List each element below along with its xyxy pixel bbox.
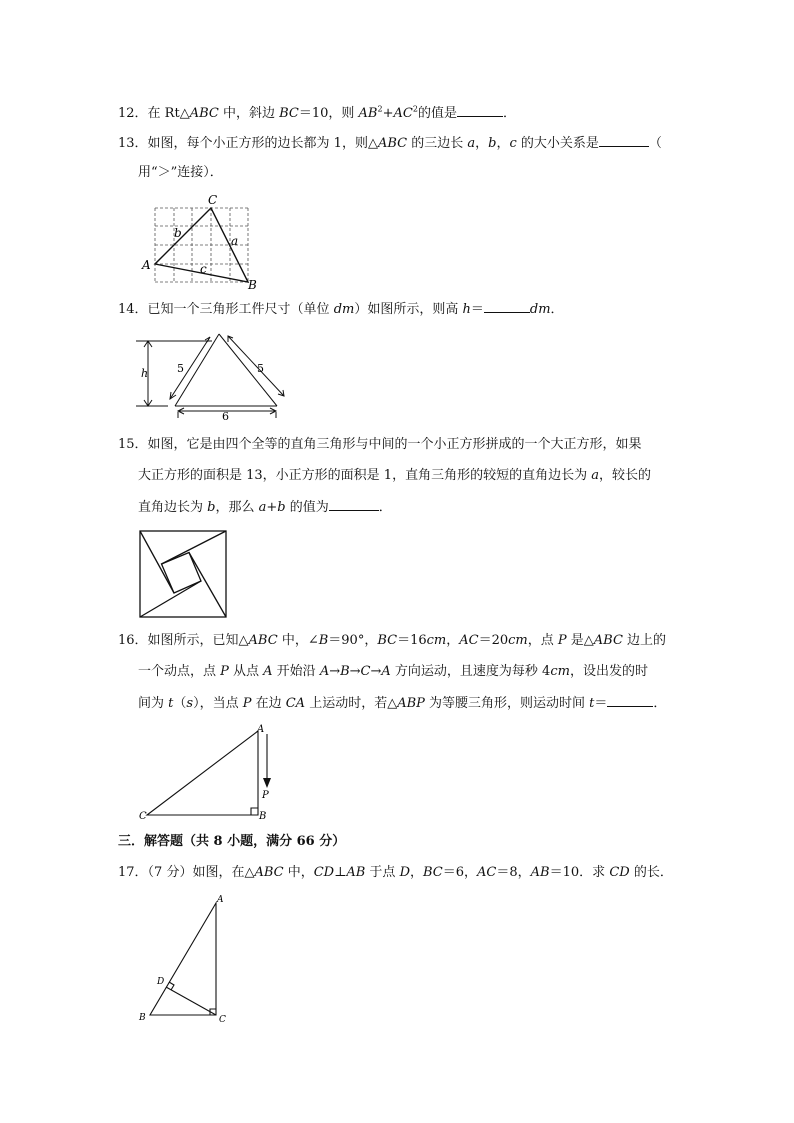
- right-triangle-moving-point-figure: [136, 722, 276, 822]
- side-label-left-5: 5: [177, 362, 184, 375]
- answer-blank[interactable]: [607, 694, 653, 707]
- question-16-line-2: 一个动点，点 P 从点 A 开始沿 A→B→C→A 方向运动，且速度为每秒 4cm，设出发的时: [138, 664, 648, 679]
- question-15-line-2: 大正方形的面积是 13，小正方形的面积是 1，直角三角形的较短的直角边长为 a，较长的: [138, 468, 651, 483]
- question-13-line-2: 用“＞”连接）．: [138, 165, 223, 180]
- side-label-b: b: [174, 226, 182, 240]
- vertex-label-d: D: [157, 977, 165, 987]
- base-label-6: 6: [222, 410, 229, 423]
- vertex-label-c: C: [139, 811, 147, 822]
- question-13: 13．如图，每个小正方形的边长都为 1，则△ABC 的三边长 a，b，c 的大小关系是 （: [118, 136, 662, 151]
- vertex-label-b: B: [259, 811, 267, 822]
- answer-blank[interactable]: [329, 498, 379, 511]
- side-label-a: a: [231, 234, 239, 248]
- question-14: 14．已知一个三角形工件尺寸（单位 dm）如图所示，则高 h＝ dm．: [118, 302, 564, 317]
- vertex-label-c: C: [219, 1015, 226, 1025]
- triangle-workpiece-figure: [130, 332, 290, 422]
- answer-blank[interactable]: [457, 104, 503, 117]
- question-15: 15．如图，它是由四个全等的直角三角形与中间的一个小正方形拼成的一个大正方形，如果: [118, 437, 642, 452]
- answer-blank[interactable]: [484, 300, 530, 313]
- altitude-triangle-figure: [133, 893, 243, 1028]
- q13-number: 13．: [118, 136, 148, 151]
- question-17: 17．（7 分）如图，在△ABC 中，CD⊥AB 于点 D，BC＝6，AC＝8，AB＝10．求 CD 的长．: [118, 865, 673, 880]
- vertex-label-c: C: [208, 193, 218, 207]
- vertex-label-a: A: [142, 258, 151, 272]
- vertex-label-a: A: [257, 724, 265, 735]
- question-16: 16．如图所示，已知△ABC 中，∠B＝90°，BC＝16cm，AC＝20cm，点 P 是△ABC 边上的: [118, 633, 667, 648]
- height-label-h: h: [141, 367, 149, 380]
- question-12: 12．在 Rt△ABC 中，斜边 BC＝10，则 $AB^2+AC^2$的值是 ．: [118, 104, 516, 121]
- section-3-title: 三．解答题（共 8 小题，满分 66 分）: [118, 834, 346, 849]
- side-label-c: c: [200, 262, 207, 276]
- question-16-line-3: 间为 t（s），当点 P 在边 CA 上运动时，若△ABP 为等腰三角形，则运动时间 t＝ ．: [138, 696, 667, 711]
- q16-number: 16．: [118, 633, 148, 648]
- vertex-label-a: A: [217, 895, 224, 905]
- answer-blank[interactable]: [599, 134, 649, 147]
- vertex-label-b: B: [139, 1013, 146, 1023]
- q14-number: 14．: [118, 302, 148, 317]
- q15-number: 15．: [118, 437, 148, 452]
- grid-triangle-figure: [140, 193, 260, 293]
- q12-number: 12．: [118, 106, 148, 121]
- pinwheel-square-figure: [139, 530, 229, 620]
- q17-number: 17．: [118, 865, 148, 880]
- point-label-p: P: [262, 790, 269, 801]
- question-15-line-3: 直角边长为 b，那么 a+b 的值为 ．: [138, 500, 392, 515]
- side-label-right-5: 5: [257, 362, 264, 375]
- vertex-label-b: B: [248, 278, 257, 292]
